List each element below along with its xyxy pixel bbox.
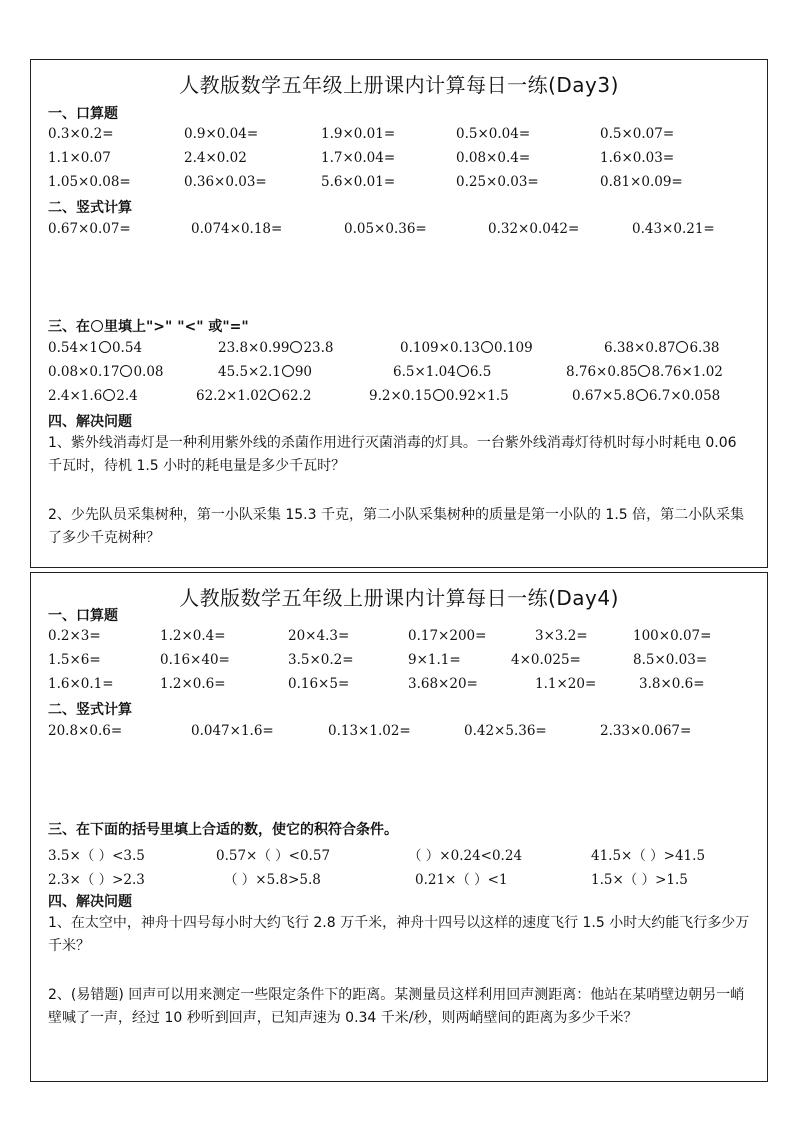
- compare-circle-blank[interactable]: [481, 341, 493, 353]
- oral-item: 8.5×0.03=: [633, 652, 708, 668]
- oral-item: 1.7×0.04=: [321, 150, 396, 166]
- compare-circle-blank[interactable]: [638, 365, 650, 377]
- worksheet-title: 人教版数学五年级上册课内计算每日一练(Day4): [179, 586, 619, 610]
- compare-circle-blank[interactable]: [457, 365, 469, 377]
- vertical-item: 0.13×1.02=: [328, 723, 411, 739]
- fill-item[interactable]: 2.3×（ ）>2.3: [48, 872, 145, 888]
- word-problem-1: 1、在太空中，神舟十四号每小时大约飞行 2.8 万千米，神舟十四号以这样的速度飞行 1.5 小时大约能飞行多少万千米？: [48, 915, 750, 954]
- oral-item: 1.2×0.4=: [160, 628, 226, 644]
- fill-item[interactable]: （ ）×0.24<0.24: [408, 848, 523, 864]
- compare-circle-blank[interactable]: [268, 389, 280, 401]
- compare-row: [48, 388, 757, 406]
- vertical-item: 0.43×0.21=: [632, 221, 715, 237]
- vertical-item: 0.047×1.6=: [191, 723, 274, 739]
- vertical-row: [48, 221, 757, 239]
- oral-item: 1.05×0.08=: [48, 174, 131, 190]
- compare-circle-blank[interactable]: [103, 389, 115, 401]
- oral-item: 1.6×0.03=: [600, 150, 675, 166]
- oral-item: 0.5×0.04=: [456, 126, 531, 142]
- worksheet-title: 人教版数学五年级上册课内计算每日一练(Day3): [179, 73, 619, 97]
- oral-item: 0.16×40=: [160, 652, 230, 668]
- circle-blank-icon: [91, 320, 103, 332]
- compare-circle-blank[interactable]: [433, 389, 445, 401]
- word-problem-2: 2、少先队员采集树种，第一小队采集 15.3 千克，第二小队采集树种的质量是第一小队的 1.5 倍，第二小队采集了多少千克树种？: [48, 507, 745, 546]
- oral-item: 0.16×5=: [288, 676, 350, 692]
- oral-row: [48, 652, 757, 670]
- compare-item: 0.109×0.13 0.109: [400, 340, 533, 356]
- oral-item: 4×0.025=: [511, 652, 581, 668]
- vertical-item: 0.32×0.042=: [488, 221, 580, 237]
- oral-item: 0.3×0.2=: [48, 126, 114, 142]
- vertical-item: 0.074×0.18=: [191, 221, 283, 237]
- compare-item: 0.08×0.17 0.08: [48, 364, 164, 380]
- oral-item: 1.5×6=: [48, 652, 101, 668]
- vertical-row: [48, 723, 757, 741]
- fill-row: [48, 868, 757, 886]
- compare-circle-blank[interactable]: [99, 341, 111, 353]
- word-problem-2: 2、(易错题) 回声可以用来测定一些限定条件下的距离。某测量员这样利用回声测距离：他站在某哨壁边朝另一峭壁喊了一声，经过 10 秒听到回声，已知声速为 0.34 千米/秒，则两峭壁间的距离为多少千米？: [48, 987, 745, 1026]
- compare-circle-blank[interactable]: [676, 341, 688, 353]
- oral-item: 1.9×0.01=: [321, 126, 396, 142]
- section-oral-heading: 一、口算题: [48, 106, 118, 122]
- compare-item: 62.2×1.02 62.2: [196, 388, 312, 404]
- section-vertical-heading: 二、竖式计算: [48, 200, 132, 216]
- oral-item: 0.2×3=: [48, 628, 101, 644]
- section-compare-heading: 三、在 里填上">" "<" 或"=": [48, 319, 249, 335]
- oral-row: [48, 628, 757, 646]
- oral-item: 3×3.2=: [535, 628, 588, 644]
- oral-item: 0.25×0.03=: [456, 174, 539, 190]
- oral-item: 0.9×0.04=: [184, 126, 259, 142]
- section-problems-heading: 四、解决问题: [48, 894, 132, 910]
- compare-item: 9.2×0.15 0.92×1.5: [369, 388, 509, 404]
- worksheet-day4: [30, 572, 768, 1082]
- vertical-item: 2.33×0.067=: [600, 723, 692, 739]
- oral-item: 0.81×0.09=: [600, 174, 683, 190]
- oral-item: 1.2×0.6=: [160, 676, 226, 692]
- compare-item: 0.67×5.8 6.7×0.058: [572, 388, 721, 404]
- compare-circle-blank[interactable]: [290, 341, 302, 353]
- section-problems-heading: 四、解决问题: [48, 414, 132, 430]
- worksheet-day3: [30, 59, 768, 568]
- oral-row: [48, 676, 757, 694]
- oral-item: 3.68×20=: [408, 676, 478, 692]
- fill-item[interactable]: （ ）×5.8>5.8: [224, 872, 321, 888]
- fill-item[interactable]: 1.5×（ ）>1.5: [591, 872, 688, 888]
- oral-item: 3.8×0.6=: [639, 676, 705, 692]
- oral-item: 0.36×0.03=: [184, 174, 267, 190]
- compare-circle-blank[interactable]: [636, 389, 648, 401]
- word-problem-1: 1、紫外线消毒灯是一种利用紫外线的杀菌作用进行灭菌消毒的灯具。一台紫外线消毒灯待机时每小时耗电 0.06 千瓦时，待机 1.5 小时的耗电量是多少千瓦时？: [48, 435, 737, 474]
- oral-item: 1.1×0.07: [48, 150, 111, 166]
- compare-item: 8.76×0.85 8.76×1.02: [566, 364, 723, 380]
- compare-circle-blank[interactable]: [120, 365, 132, 377]
- fill-item[interactable]: 0.57×（ ）<0.57: [216, 848, 331, 864]
- compare-item: 23.8×0.99 23.8: [218, 340, 334, 356]
- oral-item: 3.5×0.2=: [288, 652, 354, 668]
- compare-item: 6.5×1.04 6.5: [393, 364, 492, 380]
- section-oral-heading: 一、口算题: [48, 608, 118, 624]
- compare-item: 45.5×2.1 90: [218, 364, 313, 380]
- oral-item: 0.5×0.07=: [600, 126, 675, 142]
- section-vertical-heading: 二、竖式计算: [48, 702, 132, 718]
- vertical-item: 20.8×0.6=: [48, 723, 123, 739]
- oral-item: 100×0.07=: [633, 628, 712, 644]
- compare-circle-blank[interactable]: [282, 365, 294, 377]
- oral-row: [48, 174, 757, 192]
- vertical-item: 0.67×0.07=: [48, 221, 131, 237]
- fill-item[interactable]: 3.5×（ ）<3.5: [48, 848, 145, 864]
- oral-row: [48, 150, 757, 168]
- vertical-item: 0.42×5.36=: [464, 723, 547, 739]
- oral-item: 0.17×200=: [408, 628, 487, 644]
- fill-row: [48, 844, 757, 862]
- oral-row: [48, 126, 757, 144]
- oral-item: 9×1.1=: [408, 652, 461, 668]
- fill-item[interactable]: 0.21×（ ）<1: [415, 872, 508, 888]
- section-fill-heading: 三、在下面的括号里填上合适的数，使它的积符合条件。: [48, 822, 398, 838]
- oral-item: 5.6×0.01=: [321, 174, 396, 190]
- oral-item: 2.4×0.02: [184, 150, 247, 166]
- compare-row: [48, 364, 757, 382]
- compare-row: [48, 340, 757, 358]
- fill-item[interactable]: 41.5×（ ）>41.5: [591, 848, 706, 864]
- oral-item: 20×4.3=: [288, 628, 350, 644]
- compare-item: 0.54×1 0.54: [48, 340, 143, 356]
- compare-item: 6.38×0.87 6.38: [604, 340, 720, 356]
- vertical-item: 0.05×0.36=: [344, 221, 427, 237]
- oral-item: 0.08×0.4=: [456, 150, 531, 166]
- oral-item: 1.6×0.1=: [48, 676, 114, 692]
- compare-item: 2.4×1.6 2.4: [48, 388, 138, 404]
- oral-item: 1.1×20=: [535, 676, 597, 692]
